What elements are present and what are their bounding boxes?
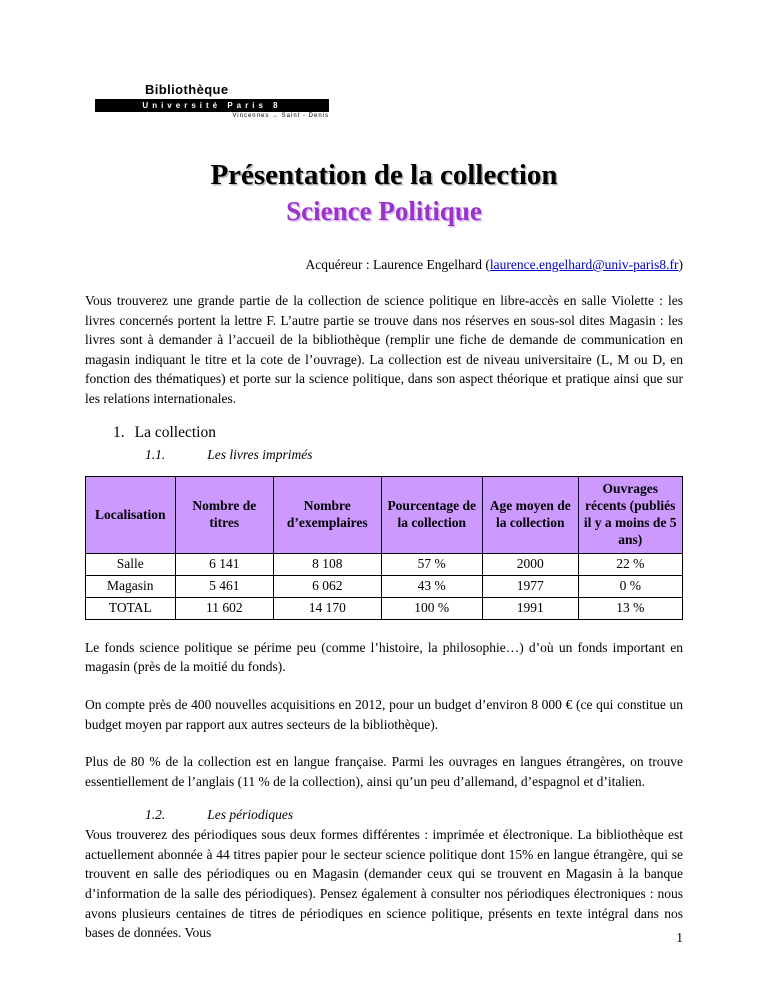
table-cell: 2000 <box>482 553 578 575</box>
table-cell: TOTAL <box>86 597 176 619</box>
paragraph-periodiques: Vous trouverez des périodiques sous deux formes différentes : imprimée et électronique. La bibliothèque est actuellement abonnée à 44 titres papier pour le secteur science politique dont 15% en langue étrangère, qui se trouvent en salle des périodiques ou en Magasin (demander ceux qui se trouvent en Magasin à la banque d’information de la salle des périodiques). Pensez également à consulter nos périodiques électroniques : nous avons plusieurs centaines de titres de périodiques en science politique, présents en texte intégral dans nos bases de données. Vous <box>85 827 683 941</box>
table-row <box>86 597 683 619</box>
table-header-cell: Localisation <box>86 477 176 554</box>
section-1-2-label: Les périodiques <box>207 807 294 823</box>
table-row <box>86 575 683 597</box>
email-link[interactable]: laurence.engelhard@univ-paris8.fr <box>489 257 679 272</box>
section-1-2-heading <box>85 807 683 823</box>
section-1-1-heading <box>85 447 683 463</box>
section-1-1-number: 1.1. <box>145 447 166 463</box>
paragraph-acquisitions: On compte près de 400 nouvelles acquisitions en 2012, pour un budget d’environ 8 000 € (ce qui constitue un budget moyen par rapport aux autres secteurs de la bibliothèque). <box>85 697 683 732</box>
acquirer-suffix: ) <box>678 257 683 272</box>
table-cell: Magasin <box>86 575 176 597</box>
table-header-cell: Pourcentage de la collection <box>381 477 482 554</box>
table-header-cell: Nombre d’exemplaires <box>274 477 381 554</box>
table-cell: 100 % <box>381 597 482 619</box>
table-cell: 5 461 <box>175 575 274 597</box>
table-cell: 1991 <box>482 597 578 619</box>
table-cell: 43 % <box>381 575 482 597</box>
section-1-heading <box>85 424 683 442</box>
table-cell: 6 062 <box>274 575 381 597</box>
acquirer-line <box>85 257 683 273</box>
table-cell: 6 141 <box>175 553 274 575</box>
intro-paragraph: Vous trouverez une grande partie de la collection de science politique en libre-accès en salle Violette : les livres concernés portent la lettre F. L’autre partie se trouve dans nos réserves en sous-sol dites Magasin : les livres sont à demander à l’accueil de la bibliothèque (remplir une fiche de demande de communication en magasin indiquant le titre et la cote de l’ouvrage). La collection est de niveau universitaire (L, M ou D, en fonction des thématiques) et porte sur la science politique, dans son aspect théorique et pratique ainsi que sur les relations internationales. <box>85 293 683 406</box>
title-line2: Science Politique <box>286 196 482 226</box>
library-logo <box>85 82 683 119</box>
collection-table <box>85 476 683 620</box>
section-1-label: La collection <box>134 424 216 442</box>
page-number: 1 <box>676 930 683 945</box>
table-cell: 22 % <box>578 553 683 575</box>
section-1-number: 1. <box>113 424 125 442</box>
table-header-cell: Ouvrages récents (publiés il y a moins de 5 ans) <box>578 477 683 554</box>
section-1-1-label: Les livres imprimés <box>207 447 313 463</box>
table-cell: 11 602 <box>175 597 274 619</box>
table-cell: 8 108 <box>274 553 381 575</box>
paragraph-fonds: Le fonds science politique se périme peu (comme l’histoire, la philosophie…) d’où un fonds important en magasin (près de la moitié du fonds). <box>85 639 683 675</box>
table-cell: 0 % <box>578 575 683 597</box>
table-cell: Salle <box>86 553 176 575</box>
table-cell: 13 % <box>578 597 683 619</box>
table-cell: 14 170 <box>274 597 381 619</box>
library-name: Bibliothèque <box>145 82 229 97</box>
paragraph-langues: Plus de 80 % de la collection est en langue française. Parmi les ouvrages en langues étrangères, on trouve essentiellement de l’anglais (11 % de la collection), ainsi qu’un peu d’allemand, d’espagnol et d’italien. <box>85 754 683 789</box>
section-1-2-number: 1.2. <box>145 807 166 823</box>
table-cell: 57 % <box>381 553 482 575</box>
university-logo-subtitle: Vincennes → Saint - Denis <box>232 113 329 119</box>
table-header-row <box>86 477 683 554</box>
acquirer-prefix: Acquéreur : Laurence Engelhard ( <box>305 257 490 272</box>
table-header-cell: Age moyen de la collection <box>482 477 578 554</box>
table-cell: 1977 <box>482 575 578 597</box>
document-title-line1: Présentation de la collection <box>210 159 558 191</box>
table-row <box>86 553 683 575</box>
university-logo-bar: Université Paris 8 <box>95 99 329 112</box>
table-header-cell: Nombre de titres <box>175 477 274 554</box>
